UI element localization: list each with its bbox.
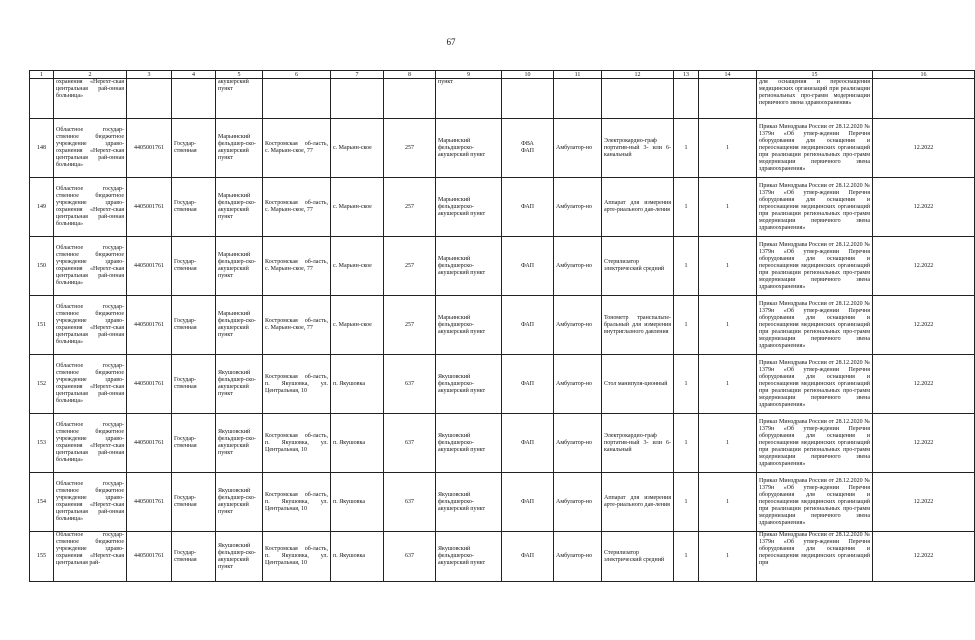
cell-facility: Якушовский фельдшерско-акушерский пункт	[436, 532, 502, 582]
column-number-header: 3	[127, 71, 172, 79]
cell-facility: пункт	[436, 79, 502, 119]
cell-locality: с. Марьин-ское	[331, 119, 384, 178]
column-number-header: 12	[602, 71, 674, 79]
table-row	[30, 119, 975, 178]
table-row	[30, 355, 975, 414]
cell-qty2	[699, 79, 757, 119]
cell-locality: п. Якушовка	[331, 355, 384, 414]
cell-basis: для оснащения и переоснащения медицинских организаций при реализации региональных про-грамм модернизации первичного звена здравоохранения»	[757, 79, 873, 119]
cell-qty1: 1	[674, 237, 699, 296]
cell-num: 149	[30, 178, 54, 237]
table-row	[30, 296, 975, 355]
column-number-header: 1	[30, 71, 54, 79]
column-number-header: 5	[216, 71, 263, 79]
table-row	[30, 414, 975, 473]
table-row	[30, 473, 975, 532]
cell-org: Областное государ-ственное бюджетное учреждение здраво-охранения «Нерехт-ская центральная рай-	[54, 532, 127, 582]
cell-form: Государ-ственная	[172, 355, 216, 414]
table-row	[30, 178, 975, 237]
cell-address: Костромская об-ласть, с. Марьин-ское, 77	[263, 178, 331, 237]
cell-num: 150	[30, 237, 54, 296]
column-number-header: 11	[554, 71, 602, 79]
cell-num: 154	[30, 473, 54, 532]
cell-care	[554, 79, 602, 119]
cell-population	[384, 79, 436, 119]
cell-qty1: 1	[674, 532, 699, 582]
cell-qty1: 1	[674, 473, 699, 532]
cell-care: Амбулатор-но	[554, 473, 602, 532]
cell-inn: 4405001761	[127, 355, 172, 414]
cell-inn: 4405001761	[127, 414, 172, 473]
cell-qty1: 1	[674, 355, 699, 414]
cell-type: ФАП	[502, 414, 554, 473]
cell-inn: 4405001761	[127, 532, 172, 582]
cell-qty2: 1	[699, 473, 757, 532]
cell-care: Амбулатор-но	[554, 178, 602, 237]
cell-date: 12.2022	[873, 178, 975, 237]
cell-facility: Марьинский фельдшерско-акушерский пункт	[436, 237, 502, 296]
column-number-header: 9	[436, 71, 502, 79]
cell-equipment: Стерилизатор электрический средний	[602, 237, 674, 296]
cell-unit: Марьинский фельдшер-ско-акушерский пункт	[216, 119, 263, 178]
column-number-header: 6	[263, 71, 331, 79]
cell-org: охранения «Нерехт-ская центральная рай-онная больница»	[54, 79, 127, 119]
cell-org: Областное государ-ственное бюджетное учреждение здраво-охранения «Нерехт-ская центральная рай-онная больница»	[54, 237, 127, 296]
cell-form: Государ-ственная	[172, 237, 216, 296]
cell-population: 637	[384, 532, 436, 582]
cell-form	[172, 79, 216, 119]
cell-address	[263, 79, 331, 119]
cell-qty2: 1	[699, 178, 757, 237]
cell-inn: 4405001761	[127, 237, 172, 296]
cell-inn	[127, 79, 172, 119]
cell-equipment: Электрокардио-граф портатив-ный 3- или 6-канальный	[602, 119, 674, 178]
cell-type-value: ФАП	[520, 148, 535, 154]
cell-date	[873, 79, 975, 119]
cell-basis: Приказ Минздрава России от 28.12.2020 № 1379н «Об утвер-ждении Перечня оборудования для оснащения и переоснащения медицинских организаций при реализации региональных про-грамм модернизации первичного звена здравоохранения»	[757, 178, 873, 237]
column-number-header: 15	[757, 71, 873, 79]
cell-unit: Марьинский фельдшер-ско-акушерский пункт	[216, 296, 263, 355]
cell-type	[502, 119, 554, 178]
cell-qty2: 1	[699, 296, 757, 355]
cell-date: 12.2022	[873, 355, 975, 414]
cell-unit: Марьинский фельдшер-ско-акушерский пункт	[216, 237, 263, 296]
cell-address: Костромская об-ласть, п. Якушовка, ул. Центральная, 10	[263, 473, 331, 532]
cell-basis: Приказ Минздрава России от 28.12.2020 № 1379н «Об утвер-ждении Перечня оборудования для оснащения и переоснащения медицинских организаций при реализации региональных про-грамм модернизации первичного звена здравоохранения»	[757, 237, 873, 296]
cell-num: 153	[30, 414, 54, 473]
cell-inn: 4405001761	[127, 473, 172, 532]
cell-form: Государ-ственная	[172, 473, 216, 532]
cell-form: Государ-ственная	[172, 119, 216, 178]
cell-care: Амбулатор-но	[554, 237, 602, 296]
cell-type: ФАП	[502, 355, 554, 414]
cell-num: 151	[30, 296, 54, 355]
cell-locality: п. Якушовка	[331, 473, 384, 532]
cell-locality	[331, 79, 384, 119]
cell-facility: Марьинский фельдшерско-акушерский пункт	[436, 119, 502, 178]
cell-unit: Марьинский фельдшер-ско-акушерский пункт	[216, 178, 263, 237]
cell-qty1: 1	[674, 119, 699, 178]
handwritten-note: ФВА	[521, 141, 534, 147]
cell-population: 257	[384, 237, 436, 296]
cell-locality: п. Якушовка	[331, 532, 384, 582]
cell-care: Амбулатор-но	[554, 414, 602, 473]
cell-unit: Якушовский фельдшер-ско-акушерский пункт	[216, 532, 263, 582]
cell-type: ФАП	[502, 296, 554, 355]
cell-population: 637	[384, 473, 436, 532]
cell-qty1: 1	[674, 296, 699, 355]
cell-qty2: 1	[699, 532, 757, 582]
equipment-table	[29, 70, 975, 582]
cell-basis: Приказ Минздрава России от 28.12.2020 № 1379н «Об утвер-ждении Перечня оборудования для оснащения и переоснащения медицинских организаций при реализации региональных про-грамм модернизации первичного звена здравоохранения»	[757, 119, 873, 178]
column-number-header: 13	[674, 71, 699, 79]
column-number-header: 7	[331, 71, 384, 79]
cell-unit: Якушовский фельдшер-ско-акушерский пункт	[216, 473, 263, 532]
cell-unit: Якушовский фельдшер-ско-акушерский пункт	[216, 355, 263, 414]
cell-form: Государ-ственная	[172, 532, 216, 582]
cell-qty2: 1	[699, 237, 757, 296]
cell-org: Областное государ-ственное бюджетное учреждение здраво-охранения «Нерехт-ская центральная рай-онная больница»	[54, 355, 127, 414]
cell-equipment: Аппарат для измерения арте-риального дав-ления	[602, 178, 674, 237]
column-number-header: 8	[384, 71, 436, 79]
cell-address: Костромская об-ласть, с. Марьин-ское, 77	[263, 237, 331, 296]
table-row	[30, 532, 975, 582]
cell-inn: 4405001761	[127, 296, 172, 355]
cell-date: 12.2022	[873, 296, 975, 355]
cell-type: ФАП	[502, 237, 554, 296]
cell-address: Костромская об-ласть, п. Якушовка, ул. Центральная, 10	[263, 532, 331, 582]
cell-qty1: 1	[674, 178, 699, 237]
cell-population: 257	[384, 119, 436, 178]
cell-locality: с. Марьин-ское	[331, 178, 384, 237]
cell-facility: Марьинский фельдшерско-акушерский пункт	[436, 296, 502, 355]
cell-care: Амбулатор-но	[554, 532, 602, 582]
cell-equipment: Аппарат для измерения арте-риального дав-ления	[602, 473, 674, 532]
cell-type: ФАП	[502, 178, 554, 237]
cell-type: ФАП	[502, 473, 554, 532]
cell-population: 637	[384, 355, 436, 414]
cell-locality: с. Марьин-ское	[331, 296, 384, 355]
table-row	[30, 237, 975, 296]
cell-org: Областное государ-ственное бюджетное учреждение здраво-охранения «Нерехт-ская центральная рай-онная больница»	[54, 414, 127, 473]
column-number-header: 14	[699, 71, 757, 79]
cell-org: Областное государ-ственное бюджетное учреждение здраво-охранения «Нерехт-ская центральная рай-онная больница»	[54, 119, 127, 178]
cell-facility: Марьинский фельдшерско-акушерский пункт	[436, 178, 502, 237]
cell-num	[30, 79, 54, 119]
cell-equipment	[602, 79, 674, 119]
cell-unit: акушерский пункт	[216, 79, 263, 119]
cell-address: Костромская об-ласть, с. Марьин-ское, 77	[263, 296, 331, 355]
cell-facility: Якушовский фельдшерско-акушерский пункт	[436, 355, 502, 414]
cell-address: Костромская об-ласть, п. Якушовка, ул. Центральная, 10	[263, 355, 331, 414]
cell-org: Областное государ-ственное бюджетное учреждение здраво-охранения «Нерехт-ская центральная рай-онная больница»	[54, 296, 127, 355]
cell-equipment: Стерилизатор электрический средний	[602, 532, 674, 582]
cell-equipment: Электрокардио-граф портатив-ный 3- или 6-канальный	[602, 414, 674, 473]
column-number-header: 10	[502, 71, 554, 79]
cell-org: Областное государ-ственное бюджетное учреждение здраво-охранения «Нерехт-ская центральная рай-онная больница»	[54, 473, 127, 532]
cell-basis: Приказ Минздрава России от 28.12.2020 № 1379н «Об утвер-ждении Перечня оборудования для оснащения и переоснащения медицинских организаций при реализации региональных про-грамм модернизации первичного звена здравоохранения»	[757, 473, 873, 532]
column-number-header: 4	[172, 71, 216, 79]
cell-locality: п. Якушовка	[331, 414, 384, 473]
cell-inn: 4405001761	[127, 178, 172, 237]
cell-address: Костромская об-ласть, п. Якушовка, ул. Центральная, 10	[263, 414, 331, 473]
cell-type: ФАП	[502, 532, 554, 582]
cell-population: 257	[384, 178, 436, 237]
cell-type	[502, 79, 554, 119]
cell-qty2: 1	[699, 355, 757, 414]
cell-num: 155	[30, 532, 54, 582]
cell-qty1	[674, 79, 699, 119]
column-number-row	[30, 71, 975, 79]
cell-num: 148	[30, 119, 54, 178]
cell-address: Костромская об-ласть, с. Марьин-ское, 77	[263, 119, 331, 178]
cell-form: Государ-ственная	[172, 414, 216, 473]
cell-date: 12.2022	[873, 237, 975, 296]
column-number-header: 2	[54, 71, 127, 79]
page-number: 67	[446, 37, 456, 47]
cell-form: Государ-ственная	[172, 296, 216, 355]
cell-population: 257	[384, 296, 436, 355]
cell-basis: Приказ Минздрава России от 28.12.2020 № 1379н «Об утвер-ждении Перечня оборудования для оснащения и переоснащения медицинских организаций при реализации региональных про-грамм модернизации первичного звена здравоохранения»	[757, 296, 873, 355]
cell-basis: Приказ Минздрава России от 28.12.2020 № 1379н «Об утвер-ждении Перечня оборудования для оснащения и переоснащения медицинских организаций при реализации региональных про-грамм модернизации первичного звена здравоохранения»	[757, 355, 873, 414]
cell-locality: с. Марьин-ское	[331, 237, 384, 296]
cell-qty2: 1	[699, 119, 757, 178]
cell-inn: 4405001761	[127, 119, 172, 178]
cell-date: 12.2022	[873, 119, 975, 178]
cell-care: Амбулатор-но	[554, 296, 602, 355]
cell-num: 152	[30, 355, 54, 414]
continuation-row	[30, 79, 975, 119]
cell-facility: Якушовский фельдшерско-акушерский пункт	[436, 473, 502, 532]
cell-care: Амбулатор-но	[554, 119, 602, 178]
cell-date: 12.2022	[873, 473, 975, 532]
cell-qty2: 1	[699, 414, 757, 473]
cell-basis: Приказ Минздрава России от 28.12.2020 № 1379н «Об утвер-ждении Перечня оборудования для оснащения и переоснащения медицинских организаций при реализации региональных про-грамм модернизации первичного звена здравоохранения»	[757, 414, 873, 473]
cell-equipment: Стол манипуля-ционный	[602, 355, 674, 414]
cell-qty1: 1	[674, 414, 699, 473]
column-number-header: 16	[873, 71, 975, 79]
cell-basis: Приказ Минздрава России от 28.12.2020 № 1379н «Об утвер-ждении Перечня оборудования для оснащения и переоснащения медицинских организаций при	[757, 532, 873, 582]
cell-population: 637	[384, 414, 436, 473]
cell-date: 12.2022	[873, 532, 975, 582]
cell-equipment: Тонометр транспальпе-бральный для измерения внутриглазного давления	[602, 296, 674, 355]
cell-date: 12.2022	[873, 414, 975, 473]
cell-care: Амбулатор-но	[554, 355, 602, 414]
cell-facility: Якушовский фельдшерско-акушерский пункт	[436, 414, 502, 473]
cell-unit: Якушовский фельдшер-ско-акушерский пункт	[216, 414, 263, 473]
cell-form: Государ-ственная	[172, 178, 216, 237]
cell-org: Областное государ-ственное бюджетное учреждение здраво-охранения «Нерехт-ская центральная рай-онная больница»	[54, 178, 127, 237]
